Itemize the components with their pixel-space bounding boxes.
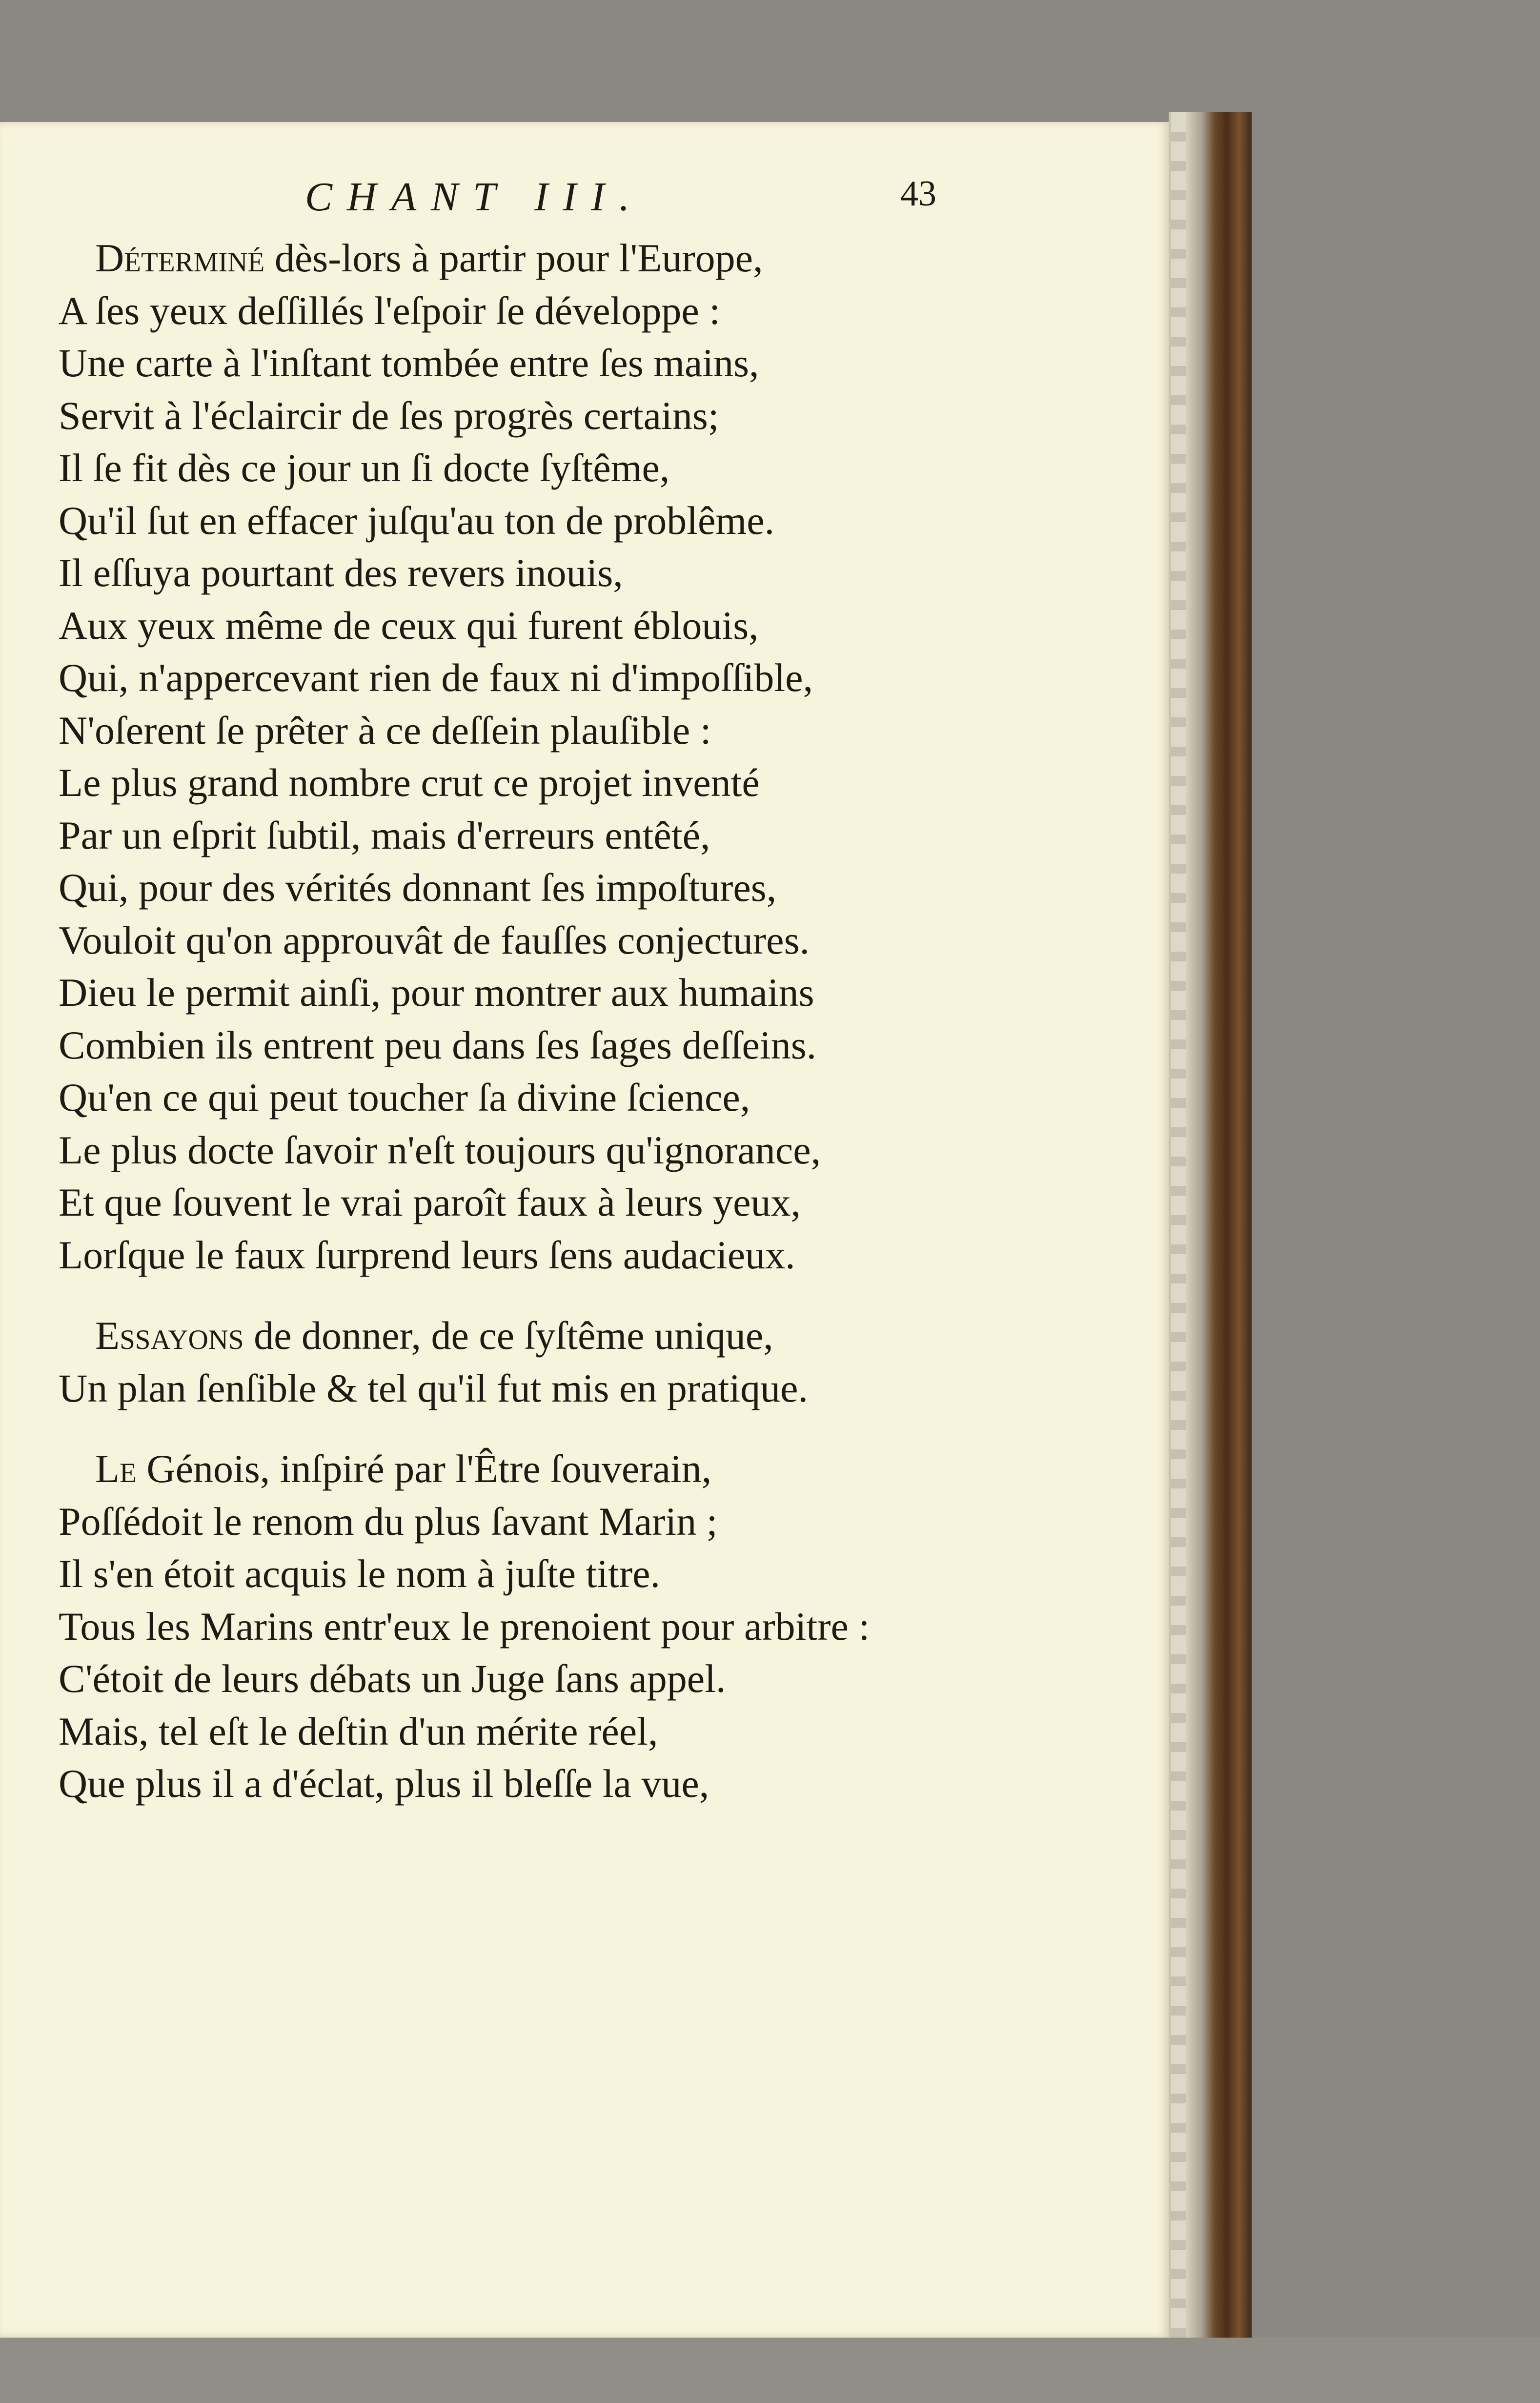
verse-text: A ſes yeux deſſillés l'eſpoir ſe développe :	[59, 288, 721, 333]
verse-text: Génois, inſpiré par l'Être ſouverain,	[136, 1446, 712, 1491]
verse-line	[59, 861, 1108, 914]
verse-line	[59, 1309, 1108, 1362]
verse-text: Qui, n'appercevant rien de faux ni d'impoſſible,	[59, 655, 813, 700]
verse-line	[59, 1443, 1108, 1495]
verse-line	[59, 1019, 1108, 1072]
verse-text: Qu'en ce qui peut toucher ſa divine ſcience,	[59, 1075, 750, 1120]
verse-text: Poſſédoit le renom du plus ſavant Marin ;	[59, 1499, 718, 1544]
verse-text: Qu'il ſut en effacer juſqu'au ton de problême.	[59, 498, 775, 543]
verse-line	[59, 1652, 1108, 1705]
verse-line	[59, 547, 1108, 599]
verse-text: N'oſerent ſe prêter à ce deſſein plauſible :	[59, 708, 711, 753]
verse-text: Dieu le permit ainſi, pour montrer aux humains	[59, 970, 814, 1015]
verse-text: Servit à l'éclaircir de ſes progrès certains;	[59, 393, 719, 438]
running-title: CHANT III.	[305, 174, 645, 220]
verse-line	[59, 1362, 1108, 1415]
verse-text: Tous les Marins entr'eux le prenoient pour arbitre :	[59, 1604, 870, 1649]
verse-text: Aux yeux même de ceux qui furent éblouis,	[59, 603, 759, 648]
verse-text: Il ſe fit dès ce jour un ſi docte ſyſtême,	[59, 446, 670, 490]
verse-text: dès-lors à partir pour l'Europe,	[264, 236, 763, 280]
verse-line	[59, 756, 1108, 809]
verse-line	[59, 704, 1108, 757]
verse-line	[59, 966, 1108, 1019]
verse-line	[59, 809, 1108, 862]
verse-line	[59, 1705, 1108, 1758]
page-number: 43	[900, 174, 936, 214]
verse-line	[59, 1229, 1108, 1282]
verse-line	[59, 1071, 1108, 1124]
poem-text	[59, 232, 1108, 1838]
stanza-lead-word: Le	[95, 1446, 137, 1491]
page-edges	[1171, 112, 1186, 2338]
verse-text: Par un eſprit ſubtil, mais d'erreurs entêté,	[59, 813, 710, 857]
stanza	[59, 1443, 1108, 1810]
verse-line	[59, 599, 1108, 652]
background	[0, 2338, 1540, 2403]
verse-line	[59, 1124, 1108, 1177]
verse-text: Mais, tel eſt le deſtin d'un mérite réel,	[59, 1709, 658, 1753]
verse-line	[59, 494, 1108, 547]
stanza	[59, 232, 1108, 1281]
verse-line	[59, 914, 1108, 967]
verse-text: C'étoit de leurs débats un Juge ſans appel.	[59, 1656, 726, 1701]
verse-text: Une carte à l'inſtant tombée entre ſes mains,	[59, 341, 759, 385]
verse-line	[59, 1176, 1108, 1229]
verse-text: Lorſque le faux ſurprend leurs ſens audacieux.	[59, 1232, 795, 1277]
verse-text: Vouloit qu'on approuvât de fauſſes conjectures.	[59, 917, 810, 962]
verse-line	[59, 389, 1108, 442]
verse-line	[59, 1600, 1108, 1653]
page-header	[0, 173, 1169, 227]
verse-text: Il s'en étoit acquis le nom à juſte titre.	[59, 1551, 661, 1596]
verse-line	[59, 337, 1108, 389]
stanza-lead-word: Essayons	[95, 1313, 244, 1358]
verse-line	[59, 1548, 1108, 1600]
verse-text: Il eſſuya pourtant des revers inouis,	[59, 550, 623, 595]
verse-text: Le plus grand nombre crut ce projet inventé	[59, 760, 760, 805]
verse-line	[59, 285, 1108, 337]
verse-text: Un plan ſenſible & tel qu'il fut mis en pratique.	[59, 1365, 809, 1410]
verse-text: Combien ils entrent peu dans ſes ſages deſſeins.	[59, 1022, 817, 1067]
stanza-lead-word: Déterminé	[95, 236, 265, 280]
verse-line	[59, 442, 1108, 494]
verse-line	[59, 652, 1108, 704]
verse-line	[59, 232, 1108, 285]
verse-text: Que plus il a d'éclat, plus il bleſſe la vue,	[59, 1761, 709, 1806]
verse-line	[59, 1495, 1108, 1548]
verse-text: Qui, pour des vérités donnant ſes impoſtures,	[59, 865, 777, 910]
verse-text: Et que ſouvent le vrai paroît faux à leurs yeux,	[59, 1180, 801, 1224]
stanza	[59, 1309, 1108, 1414]
verse-text: Le plus docte ſavoir n'eſt toujours qu'ignorance,	[59, 1127, 821, 1172]
verse-line	[59, 1757, 1108, 1810]
verse-text: de donner, de ce ſyſtême unique,	[243, 1313, 773, 1358]
